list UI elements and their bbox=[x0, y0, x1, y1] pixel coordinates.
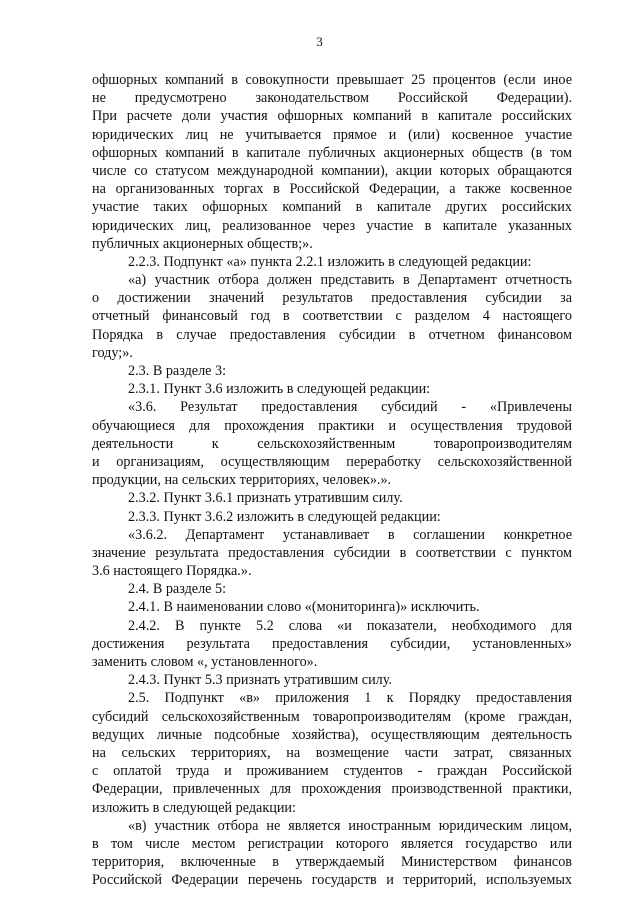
text-line: офшорных компаний в капитале публичных акционерных обществ (в том bbox=[92, 144, 572, 161]
text-line: обучающиеся для прохождения практики и осуществления трудовой bbox=[92, 417, 572, 434]
text-line: территория, включенные в утверждаемый Министерством финансов bbox=[92, 854, 572, 871]
text-line: изложить в следующей редакции: bbox=[92, 799, 296, 816]
text-line: «а) участник отбора должен представить в Департамент отчетность bbox=[128, 272, 572, 289]
text-line: ведущих личные подсобные хозяйства), осуществляющим деятельность bbox=[92, 726, 572, 743]
text-line: 2.3.3. Пункт 3.6.2 изложить в следующей редакции: bbox=[128, 508, 441, 525]
text-line: 2.2.3. Подпункт «а» пункта 2.2.1 изложить в следующей редакции: bbox=[128, 253, 532, 270]
text-line: на организованных торгах в Российской Федерации, а также косвенное bbox=[92, 181, 572, 198]
text-line: в том числе местом регистрации которого является государство или bbox=[92, 835, 572, 852]
text-line: значение результата предоставления субсидии в соответствии с пунктом bbox=[92, 544, 572, 561]
text-line: 2.4. В разделе 5: bbox=[128, 581, 227, 598]
text-line: не предусмотрено законодательством Российской Федерации). bbox=[92, 90, 572, 107]
text-line: Федерации, привлеченных для прохождения производственной практики, bbox=[92, 781, 572, 798]
page-number: 3 bbox=[316, 34, 323, 49]
text-line: достижения результата предоставления субсидии, установленных» bbox=[92, 635, 572, 652]
text-line: году;». bbox=[92, 344, 133, 361]
text-line: 2.5. Подпункт «в» приложения 1 к Порядку предоставления bbox=[128, 690, 572, 707]
text-line: субсидий сельскохозяйственным товаропроизводителям (кроме граждан, bbox=[92, 708, 572, 725]
text-line: офшорных компаний в совокупности превышает 25 процентов (если иное bbox=[92, 72, 572, 88]
text-line: и организациям, осуществляющим переработку сельскохозяйственной bbox=[92, 453, 572, 470]
text-line: отчетный финансовый год в соответствии с разделом 4 настоящего bbox=[92, 308, 572, 325]
text-line: публичных акционерных обществ;». bbox=[92, 235, 313, 252]
text-line: 2.3. В разделе 3: bbox=[128, 363, 227, 379]
text-line: продукции, на сельских территориях, человек».». bbox=[92, 472, 392, 489]
text-line: «3.6. Результат предоставления субсидий - «Привлечены bbox=[128, 399, 572, 416]
text-line: 2.3.1. Пункт 3.6 изложить в следующей редакции: bbox=[128, 381, 431, 398]
text-line: с оплатой труда и проживанием студентов - граждан Российской bbox=[92, 763, 572, 780]
text-line: о достижении значений результатов предоставления субсидии за bbox=[92, 290, 572, 307]
text-line: юридических лиц, реализованное через участие в капитале указанных bbox=[92, 217, 572, 234]
text-line: 3.6 настоящего Порядка.». bbox=[92, 563, 252, 580]
text-line: заменить словом «, установленного». bbox=[92, 654, 318, 670]
text-line: юридических лиц не учитывается прямое и (или) косвенное участие bbox=[92, 126, 572, 143]
text-line: числе со статусом международной компании), акции которых обращаются bbox=[92, 162, 572, 179]
text-line: 2.4.3. Пункт 5.3 признать утратившим силу. bbox=[128, 672, 392, 689]
document-body bbox=[92, 71, 572, 889]
text-line: деятельности к сельскохозяйственным товаропроизводителям bbox=[92, 435, 572, 452]
text-line: 2.4.2. В пункте 5.2 слова «и показатели, необходимого для bbox=[128, 617, 572, 634]
text-line: 2.3.2. Пункт 3.6.1 признать утратившим силу. bbox=[128, 490, 403, 507]
text-line: Российской Федерации перечень государств и территорий, используемых bbox=[92, 872, 572, 889]
text-line: При расчете доли участия офшорных компаний в капитале российских bbox=[92, 108, 572, 125]
text-line: 2.4.1. В наименовании слово «(мониторинга)» исключить. bbox=[128, 599, 480, 616]
text-line: «в) участник отбора не является иностранным юридическим лицом, bbox=[128, 817, 572, 834]
text-line: участие таких офшорных компаний в капитале других российских bbox=[92, 199, 572, 216]
text-line: Порядка в случае предоставления субсидии в отчетном финансовом bbox=[92, 326, 572, 343]
text-line: на сельских территориях, на возмещение части затрат, связанных bbox=[92, 744, 572, 761]
text-line: «3.6.2. Департамент устанавливает в соглашении конкретное bbox=[128, 526, 572, 543]
